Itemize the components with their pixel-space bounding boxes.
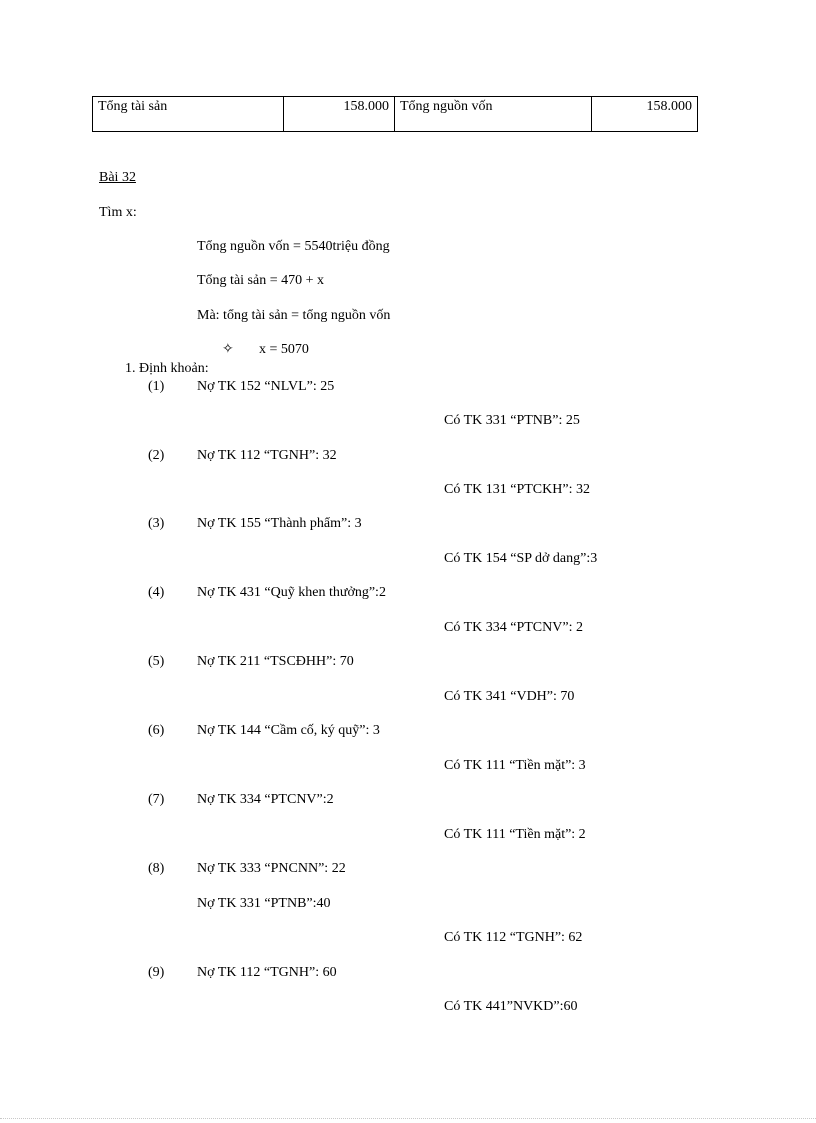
section-heading: 1. Định khoản: <box>125 361 209 376</box>
entry-debit: Nợ TK 144 “Cầm cố, ký quỹ”: 3 <box>197 723 380 738</box>
entry-number: (4) <box>148 585 165 600</box>
entry-credit: Có TK 331 “PTNB”: 25 <box>444 413 580 428</box>
entry-number: (6) <box>148 723 165 738</box>
entry-credit: Có TK 111 “Tiền mặt”: 3 <box>444 758 586 773</box>
entry-debit: Nợ TK 334 “PTCNV”:2 <box>197 792 334 807</box>
page-bottom-divider <box>0 1118 816 1119</box>
entry-credit: Có TK 154 “SP dở dang”:3 <box>444 551 598 566</box>
entry-debit: Nợ TK 155 “Thành phẩm”: 3 <box>197 516 362 531</box>
equation-balance: Mà: tổng tài sản = tổng nguồn vốn <box>197 308 391 323</box>
capital-label: Tổng nguồn vốn <box>395 97 592 132</box>
entry-debit: Nợ TK 112 “TGNH”: 32 <box>197 448 337 463</box>
entry-number: (2) <box>148 448 165 463</box>
diamond-bullet-icon: ✧ <box>222 342 234 357</box>
entry-number: (3) <box>148 516 165 531</box>
entry-credit: Có TK 131 “PTCKH”: 32 <box>444 482 590 497</box>
balance-summary-table <box>92 96 698 132</box>
entry-number: (5) <box>148 654 165 669</box>
assets-label: Tổng tài sản <box>93 97 284 132</box>
find-x-label: Tìm x: <box>99 205 137 220</box>
table-row <box>93 97 698 132</box>
entry-number: (1) <box>148 379 165 394</box>
entry-debit: Nợ TK 112 “TGNH”: 60 <box>197 965 337 980</box>
entry-credit: Có TK 334 “PTCNV”: 2 <box>444 620 583 635</box>
entry-number: (7) <box>148 792 165 807</box>
entry-credit: Có TK 441”NVKD”:60 <box>444 999 578 1014</box>
entry-number: (9) <box>148 965 165 980</box>
entry-debit: Nợ TK 152 “NLVL”: 25 <box>197 379 335 394</box>
entry-debit: Nợ TK 333 “PNCNN”: 22 <box>197 861 346 876</box>
capital-value: 158.000 <box>592 97 698 132</box>
entry-debit: Nợ TK 431 “Quỹ khen thưởng”:2 <box>197 585 386 600</box>
entry-debit-second: Nợ TK 331 “PTNB”:40 <box>197 896 331 911</box>
result-value: x = 5070 <box>259 342 309 357</box>
entry-debit: Nợ TK 211 “TSCĐHH”: 70 <box>197 654 354 669</box>
exercise-title: Bài 32 <box>99 170 136 185</box>
equation-total-capital: Tổng nguồn vốn = 5540triệu đồng <box>197 239 390 254</box>
assets-value: 158.000 <box>284 97 395 132</box>
equation-total-assets: Tổng tài sản = 470 + x <box>197 273 324 288</box>
entry-credit: Có TK 111 “Tiền mặt”: 2 <box>444 827 586 842</box>
entry-credit: Có TK 112 “TGNH”: 62 <box>444 930 583 945</box>
entry-number: (8) <box>148 861 165 876</box>
entry-credit: Có TK 341 “VDH”: 70 <box>444 689 575 704</box>
